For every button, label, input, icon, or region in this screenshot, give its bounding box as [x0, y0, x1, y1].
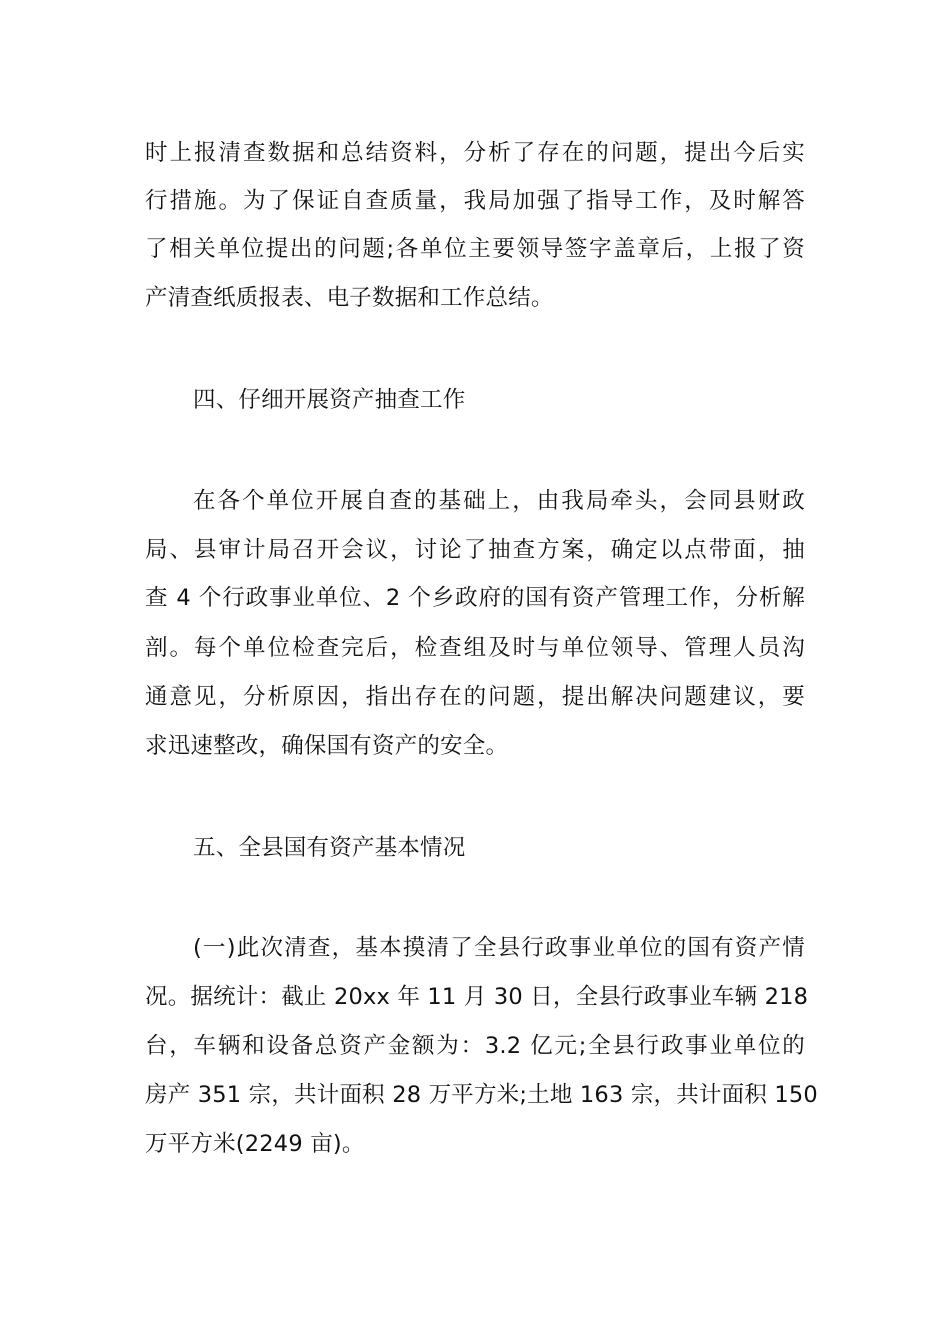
paragraph-1-line-2: 行措施。为了保证自查质量，我局加强了指导工作，及时解答 — [145, 188, 805, 214]
paragraph-2-line-5: 通意见，分析原因，指出存在的问题，提出解决问题建议，要 — [145, 684, 805, 710]
paragraph-1-line-3: 了相关单位提出的问题;各单位主要领导签字盖章后，上报了资 — [145, 236, 805, 262]
paragraph-2-line-4: 剖。每个单位检查完后，检查组及时与单位领导、管理人员沟 — [145, 635, 805, 661]
paragraph-3-line-3: 台，车辆和设备总资产金额为：3.2 亿元;全县行政事业单位的 — [145, 1033, 805, 1059]
paragraph-3-line-5: 万平方米(2249 亩)。 — [145, 1131, 365, 1157]
paragraph-3-line-1: (一)此次清查，基本摸清了全县行政事业单位的国有资产情 — [193, 935, 805, 961]
paragraph-2-line-3: 查 4 个行政事业单位、2 个乡政府的国有资产管理工作，分析解 — [145, 585, 805, 611]
paragraph-2-line-2: 局、县审计局召开会议，讨论了抽查方案，确定以点带面，抽 — [145, 537, 805, 563]
section-heading-4: 四、仔细开展资产抽查工作 — [193, 387, 466, 413]
paragraph-3-line-4: 房产 351 宗，共计面积 28 万平方米;土地 163 宗，共计面积 150 — [145, 1082, 818, 1108]
paragraph-2-line-1: 在各个单位开展自查的基础上，由我局牵头，会同县财政 — [193, 488, 805, 514]
section-heading-5: 五、全县国有资产基本情况 — [193, 835, 466, 861]
paragraph-3-line-2: 况。据统计：截止 20xx 年 11 月 30 日，全县行政事业车辆 218 — [145, 984, 809, 1010]
paragraph-2-line-6: 求迅速整改，确保国有资产的安全。 — [145, 733, 509, 759]
paragraph-1-line-1: 时上报清查数据和总结资料，分析了存在的问题，提出今后实 — [145, 140, 805, 166]
paragraph-1-line-4: 产清查纸质报表、电子数据和工作总结。 — [145, 285, 554, 311]
